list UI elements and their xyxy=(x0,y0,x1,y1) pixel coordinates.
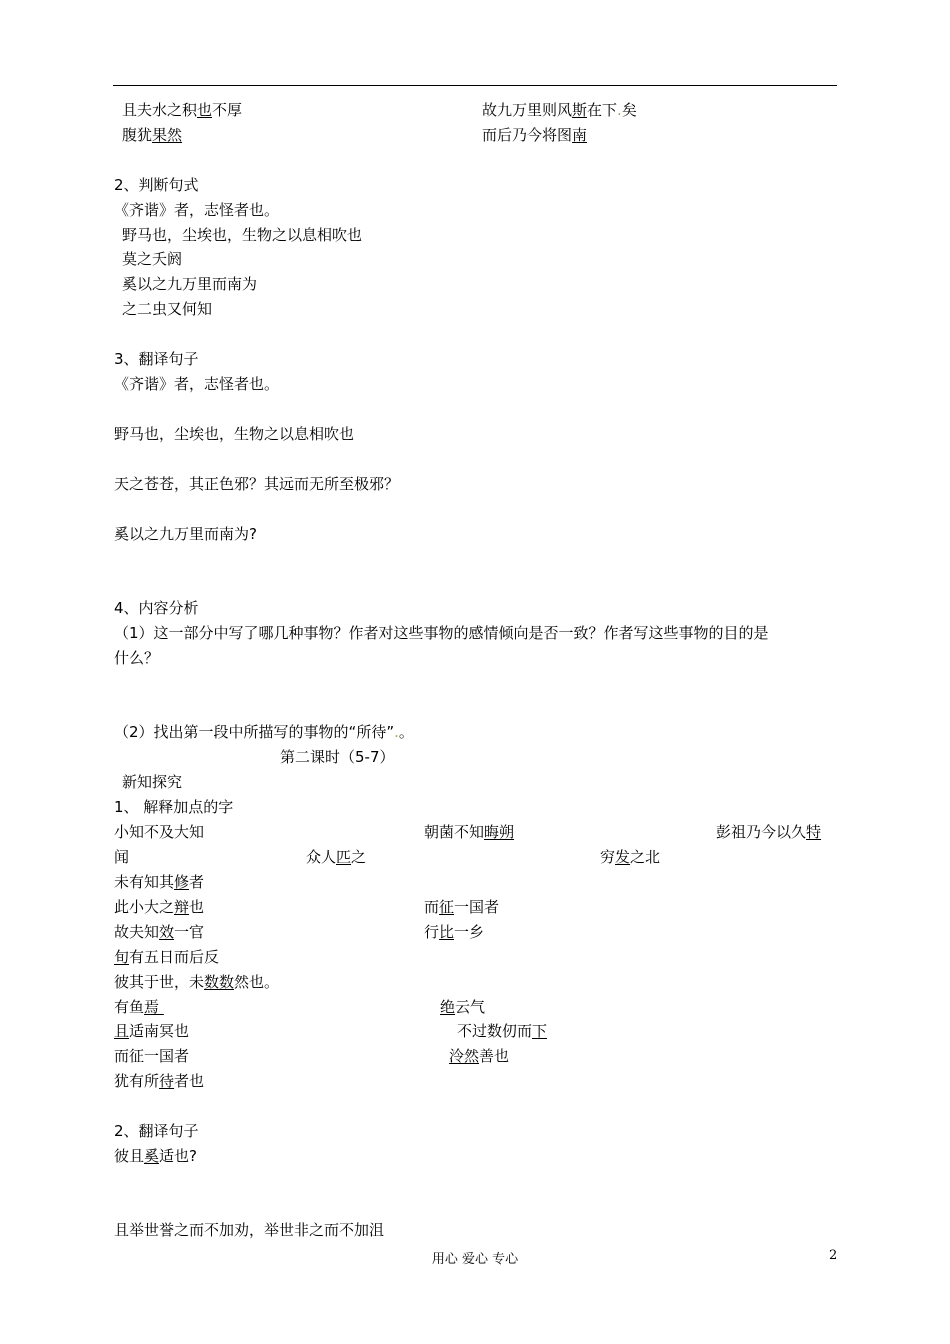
header-rule xyxy=(113,85,837,86)
list-item: 《齐谐》者，志怪者也。 xyxy=(114,375,280,393)
exercise-item: 朝菌不知晦朔 xyxy=(424,823,515,841)
list-item: 奚以之九万里而南为 xyxy=(122,275,258,293)
text-line: 腹犹果然 xyxy=(122,126,183,144)
exercise-item: 故夫知效一官 xyxy=(114,923,205,941)
exercise-item: 犹有所待者也 xyxy=(114,1072,205,1090)
section-title: 1、 解释加点的字 xyxy=(114,798,234,816)
exercise-item: 而征一国者 xyxy=(114,1047,190,1065)
question-text: （1）这一部分中写了哪几种事物？作者对这些事物的感情倾向是否一致？作者写这些事物的目的是 xyxy=(114,624,769,642)
list-item: 《齐谐》者，志怪者也。 xyxy=(114,201,280,219)
exercise-item: 有鱼焉 xyxy=(114,998,160,1016)
exercise-item: 且适南冥也 xyxy=(114,1022,190,1040)
list-item: 野马也，尘埃也，生物之以息相吹也 xyxy=(114,425,355,443)
section-title: 4、内容分析 xyxy=(114,599,199,617)
exercise-item: 绝云气 xyxy=(440,998,486,1016)
section-title: 3、翻译句子 xyxy=(114,350,199,368)
question-text: 什么？ xyxy=(114,649,160,667)
page-footer: 用心 爱心 专心 xyxy=(431,1252,519,1267)
exercise-item: 不过数仞而下 xyxy=(457,1022,548,1040)
section-title: 2、翻译句子 xyxy=(114,1122,199,1140)
text-line: 故九万里则风斯在下.矣 xyxy=(482,101,637,119)
question-text: 且举世誉之而不加劝，举世非之而不加沮 xyxy=(114,1221,385,1239)
question-text: 彼且奚适也? xyxy=(114,1147,197,1165)
exercise-item: 彭祖乃今以久特 xyxy=(716,823,822,841)
text-line: 而后乃今将图南 xyxy=(482,126,588,144)
exercise-item: 旬有五日而后反 xyxy=(114,948,220,966)
exercise-item: 闻 xyxy=(114,848,130,866)
list-item: 之二虫又何知 xyxy=(122,300,213,318)
page-number: 2 xyxy=(829,1248,838,1263)
list-item: 野马也，尘埃也，生物之以息相吹也 xyxy=(122,226,363,244)
exercise-item: 行比一乡 xyxy=(424,923,485,941)
lesson-subtitle: 新知探究 xyxy=(122,773,183,791)
question-text: （2）找出第一段中所描写的事物的“所待”.。 xyxy=(114,723,414,741)
exercise-item: 未有知其修者 xyxy=(114,873,205,891)
list-item: 奚以之九万里而南为? xyxy=(114,525,257,543)
text-line: 且夫水之积也不厚 xyxy=(122,101,243,119)
exercise-item: 众人匹之 xyxy=(306,848,367,866)
exercise-item: 而征一国者 xyxy=(424,898,500,916)
list-item: 天之苍苍，其正色邪？其远而无所至极邪？ xyxy=(114,475,400,493)
exercise-item: 泠然善也 xyxy=(449,1047,510,1065)
exercise-item: 彼其于世，未数数然也。 xyxy=(114,973,280,991)
lesson-title: 第二课时（5-7） xyxy=(280,748,395,766)
exercise-item: 小知不及大知 xyxy=(114,823,205,841)
list-item: 莫之夭阏 xyxy=(122,250,183,268)
section-title: 2、判断句式 xyxy=(114,176,199,194)
exercise-item: 穷发之北 xyxy=(600,848,661,866)
exercise-item: 此小大之辩也 xyxy=(114,898,205,916)
